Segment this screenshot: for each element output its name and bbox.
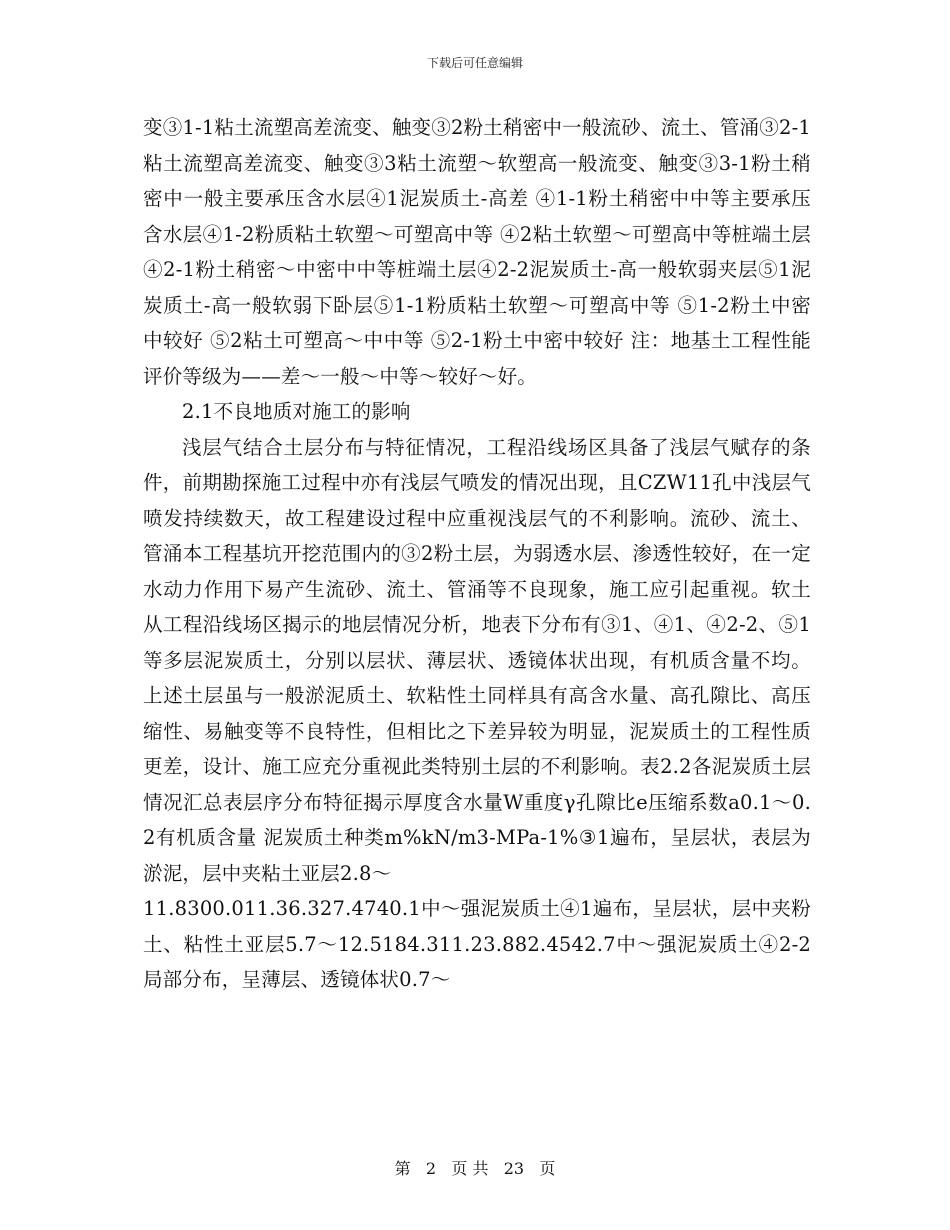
page-header	[0, 54, 950, 71]
header-text: 下载后可任意编辑	[426, 56, 523, 70]
body-paragraph-3: 11.8300.011.36.327.4740.1中～强泥炭质土④1遍布，呈层状，层中夹粉土、粘性土亚层5.7～12.5184.311.23.882.4542.7中～强泥炭质土④2-2局部分布，呈薄层、透镜体状0.7～	[143, 897, 811, 991]
footer-middle: 页 共	[451, 1159, 489, 1178]
footer-current-page: 2	[425, 1159, 437, 1178]
page-footer	[0, 1156, 950, 1179]
body-paragraph-1: 变③1-1粘土流塑高差流变、触变③2粉土稍密中一般流砂、流土、管涌③2-1粘土流塑高差流变、触变③3粘土流塑～软塑高一般流变、触变③3-1粉土稍密中一般主要承压含水层④1泥炭质土-高差 ④1-1粉土稍密中中等主要承压含水层④1-2粉质粘土软塑～可塑高中等 ④2粘土软塑～可塑高中等桩端土层④2-1粉土稍密～中密中中等桩端土层④2-2泥炭质土-高一般软弱夹层⑤1泥炭质土-高一般软弱下卧层⑤1-1粉质粘土软塑～可塑高中等 ⑤1-2粉土中密中较好 ⑤2粘土可塑高～中中等 ⑤2-1粉土中密中较好 注：地基土工程性能评价等级为——差～一般～中等～较好～好。	[143, 116, 811, 388]
footer-prefix: 第	[394, 1159, 411, 1178]
section-heading: 2.1不良地质对施工的影响	[182, 400, 411, 423]
document-body	[143, 110, 811, 998]
footer-suffix: 页	[539, 1159, 556, 1178]
footer-total-pages: 23	[503, 1159, 525, 1178]
body-paragraph-2: 浅层气结合土层分布与特征情况，工程沿线场区具备了浅层气赋存的条件，前期勘探施工过程中亦有浅层气喷发的情况出现，且CZW11孔中浅层气喷发持续数天，故工程建设过程中应重视浅层气的不利影响。流砂、流土、管涌本工程基坑开挖范围内的③2粉土层，为弱透水层、渗透性较好，在一定水动力作用下易产生流砂、流土、管涌等不良现象，施工应引起重视。软土从工程沿线场区揭示的地层情况分析，地表下分布有③1、④1、④2-2、⑤1等多层泥炭质土，分别以层状、薄层状、透镜体状出现，有机质含量不均。上述土层虽与一般淤泥质土、软粘性土同样具有高含水量、高孔隙比、高压缩性、易触变等不良特性，但相比之下差异较为明显，泥炭质土的工程性质更差，设计、施工应充分重视此类特别土层的不利影响。表2.2各泥炭质土层情况汇总表层序分布特征揭示厚度含水量W重度γ孔隙比e压缩系数a0.1～0.2有机质含量 泥炭质土种类m%kN/m3-MPa-1%③1遍布，呈层状，表层为淤泥，层中夹粘土亚层2.8～	[143, 435, 811, 885]
